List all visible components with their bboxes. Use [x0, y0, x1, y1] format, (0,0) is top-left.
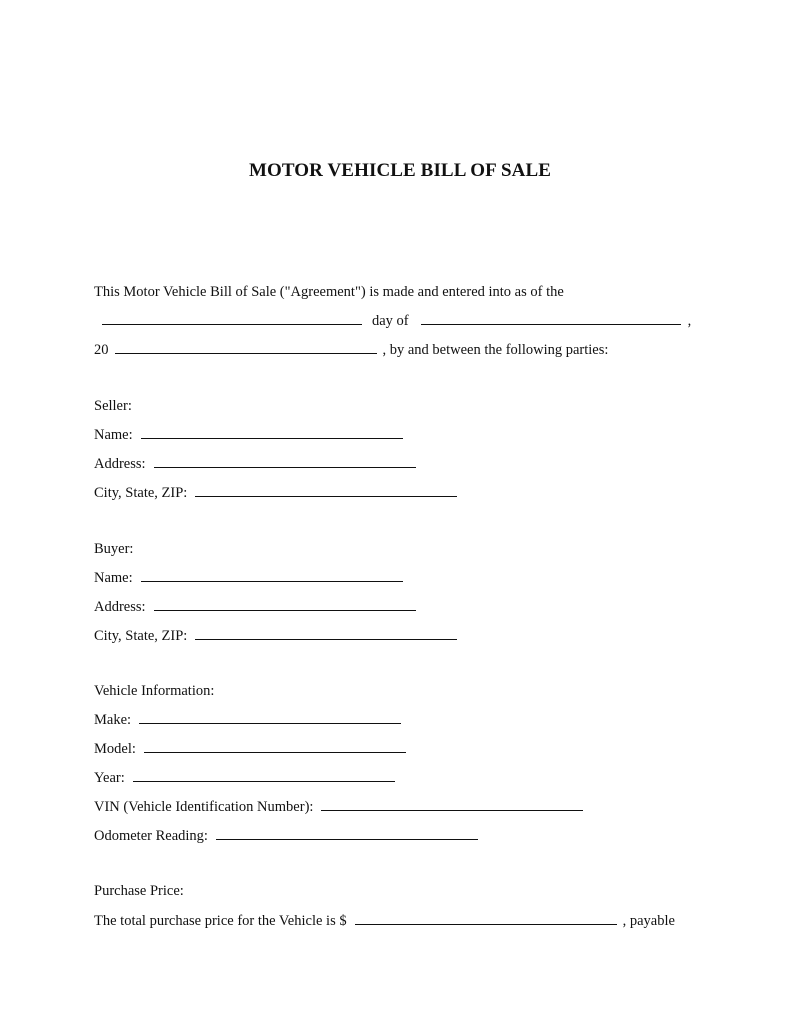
buyer-name-label: Name: — [94, 570, 133, 586]
buyer-name-row — [94, 569, 403, 587]
year-prefix-label: 20 — [94, 342, 109, 358]
vehicle-model-row — [94, 740, 406, 758]
seller-city-row — [94, 484, 457, 502]
purchase-suffix-text: , payable — [622, 913, 675, 929]
buyer-heading: Buyer: — [94, 541, 134, 557]
seller-name-label: Name: — [94, 427, 133, 443]
seller-address-label: Address: — [94, 456, 146, 472]
vehicle-odometer-field[interactable] — [216, 827, 478, 840]
intro-text: This Motor Vehicle Bill of Sale ("Agreement") is made and entered into as of the — [94, 284, 564, 300]
seller-city-field[interactable] — [195, 484, 457, 497]
vehicle-vin-field[interactable] — [321, 798, 583, 811]
buyer-name-field[interactable] — [141, 569, 403, 582]
vehicle-model-label: Model: — [94, 741, 136, 757]
vehicle-make-field[interactable] — [139, 711, 401, 724]
seller-address-row — [94, 455, 416, 473]
buyer-address-row — [94, 598, 416, 616]
buyer-address-label: Address: — [94, 599, 146, 615]
purchase-price-text: The total purchase price for the Vehicle is $ — [94, 913, 347, 929]
seller-name-row — [94, 426, 403, 444]
vehicle-odometer-label: Odometer Reading: — [94, 828, 208, 844]
day-field[interactable] — [102, 312, 362, 325]
vehicle-year-row — [94, 769, 395, 787]
intro-line-3 — [94, 341, 608, 359]
vehicle-vin-label: VIN (Vehicle Identification Number): — [94, 799, 314, 815]
parties-text: , by and between the following parties: — [382, 342, 609, 358]
vehicle-vin-row — [94, 798, 583, 816]
vehicle-year-label: Year: — [94, 770, 125, 786]
month-field[interactable] — [421, 312, 681, 325]
buyer-city-label: City, State, ZIP: — [94, 628, 188, 644]
document-title: MOTOR VEHICLE BILL OF SALE — [248, 160, 552, 181]
intro-line-2 — [102, 312, 691, 330]
comma-text: , — [687, 313, 692, 329]
vehicle-year-field[interactable] — [133, 769, 395, 782]
buyer-city-row — [94, 627, 457, 645]
year-field[interactable] — [115, 341, 377, 354]
purchase-price-field[interactable] — [355, 912, 617, 925]
vehicle-odometer-row — [94, 827, 478, 845]
seller-name-field[interactable] — [141, 426, 403, 439]
vehicle-heading: Vehicle Information: — [94, 683, 215, 699]
buyer-city-field[interactable] — [195, 627, 457, 640]
vehicle-make-label: Make: — [94, 712, 132, 728]
vehicle-make-row — [94, 711, 401, 729]
seller-heading: Seller: — [94, 398, 132, 414]
purchase-price-row — [94, 912, 675, 930]
purchase-heading: Purchase Price: — [94, 883, 184, 899]
intro-line-1 — [94, 284, 564, 301]
seller-city-label: City, State, ZIP: — [94, 485, 188, 501]
buyer-address-field[interactable] — [154, 598, 416, 611]
seller-address-field[interactable] — [154, 455, 416, 468]
vehicle-model-field[interactable] — [144, 740, 406, 753]
day-of-label: day of — [372, 313, 409, 329]
